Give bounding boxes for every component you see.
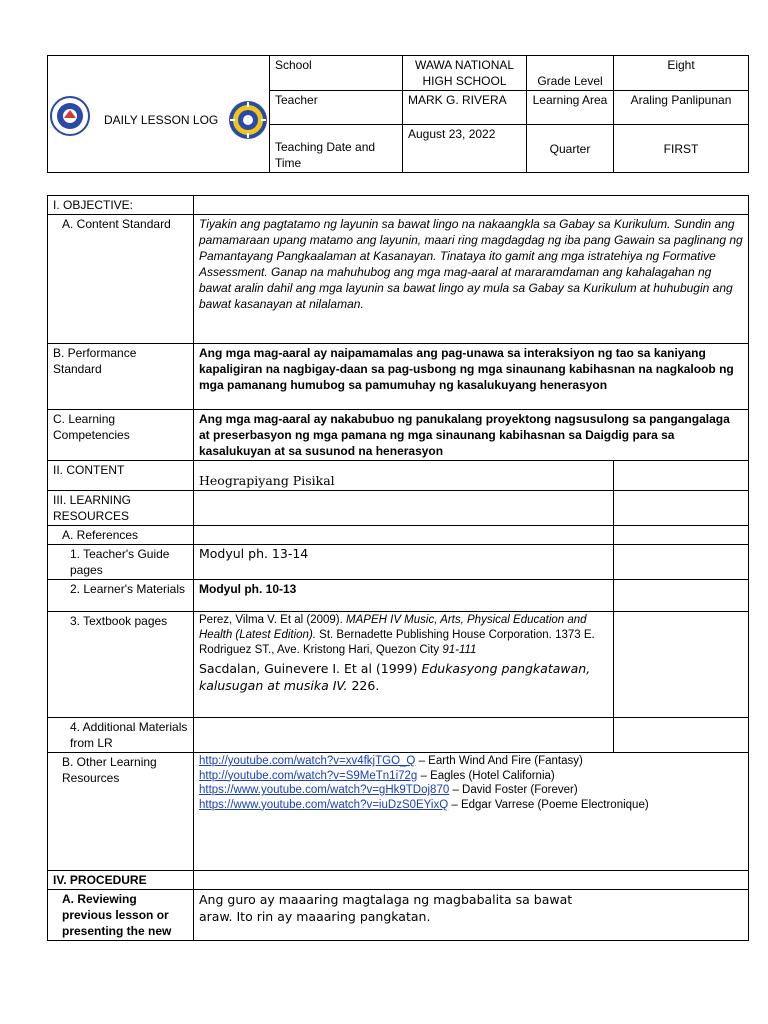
youtube-link-4[interactable]: https://www.youtube.com/watch?v=iuDzS0EYixQ (199, 798, 449, 811)
learning-area-value: Araling Panlipunan (614, 91, 749, 125)
additional-materials-blank (194, 718, 614, 753)
deped-matatag-seal-icon (228, 100, 268, 140)
textbook-2-pages: 226. (347, 678, 380, 693)
teaching-date-value: August 23, 2022 (403, 125, 527, 173)
grade-level-label: Grade Level (527, 56, 614, 91)
youtube-link-2[interactable]: http://youtube.com/watch?v=S9MeTn1i72g (199, 769, 418, 782)
grade-level-value: Eight (614, 56, 749, 91)
resource-link-item (199, 754, 743, 769)
reviewing-lesson-text: Ang guro ay maaaring magtalaga ng magbabalita sa bawat araw. Ito rin ay maaaring pangkatan. (194, 890, 749, 941)
teaching-date-label: Teaching Date and Time (270, 125, 403, 173)
textbook-1-pages: 91-111 (442, 644, 477, 656)
deped-seal-icon (50, 96, 90, 136)
school-value: WAWA NATIONAL HIGH SCHOOL (403, 56, 527, 91)
learners-materials-label: 2. Learner's Materials (48, 580, 194, 612)
teachers-guide-label: 1. Teacher's Guide pages (48, 545, 194, 580)
teachers-guide-extra (614, 545, 749, 580)
content-value: Heograpiyang Pisikal (194, 461, 614, 491)
reviewing-lesson-label: A. Reviewing previous lesson or presenting the new (48, 890, 194, 941)
textbook-1-author: Perez, Vilma V. Et al (2009). (199, 614, 347, 626)
lesson-log-table (47, 195, 749, 941)
youtube-link-1[interactable]: http://youtube.com/watch?v=xv4fkjTGO_Q (199, 755, 416, 767)
other-resources-links (194, 753, 749, 871)
learners-materials-value: Modyul ph. 10-13 (194, 580, 614, 612)
other-resources-label: B. Other Learning Resources (48, 753, 194, 871)
references-label: A. References (48, 526, 194, 545)
textbook-1-publisher: St. Bernadette Publishing House Corporation. 1373 E. Rodriguez ST., Ave. Kristong Hari, Quezon City (199, 629, 595, 656)
header-logo-cell (48, 56, 270, 173)
objective-heading: I. OBJECTIVE: (48, 196, 194, 215)
procedure-heading: IV. PROCEDURE (48, 871, 194, 890)
resource-link-item (199, 783, 743, 798)
learners-materials-extra (614, 580, 749, 612)
learning-competencies-text: Ang mga mag-aaral ay nakabubuo ng panukalang proyektong nagsusulong sa pangangalaga at preserbasyon ng mga pamana ng mga sinaunang kabihasnan sa Daigdig para sa kasalukuyan at sa susunod na henerasyon (194, 410, 749, 461)
learning-resources-extra (614, 491, 749, 526)
teacher-value: MARK G. RIVERA (403, 91, 527, 125)
youtube-link-3[interactable]: https://www.youtube.com/watch?v=gHk9TDoj870 (199, 784, 450, 797)
content-standard-label: A. Content Standard (48, 215, 194, 344)
performance-standard-text: Ang mga mag-aaral ay naipamamalas ang pag-unawa sa interaksiyon ng tao sa kaniyang kapaligiran na nagbigay-daan sa pag-usbong ng mga sinaunang kabihasnan na nagkaloob ng mga pamanang humubog sa pamumuhay ng kasalukuyang henerasyon (194, 344, 749, 410)
additional-materials-extra (614, 718, 749, 753)
textbook-pages-extra (614, 612, 749, 718)
textbook-2-author: Sacdalan, Guinevere I. Et al (1999) (199, 661, 422, 676)
textbook-pages-label: 3. Textbook pages (48, 612, 194, 718)
youtube-link-4-desc: – Edgar Varrese (Poeme Electronique) (448, 798, 649, 811)
learning-area-label: Learning Area (527, 91, 614, 125)
content-extra (614, 461, 749, 491)
procedure-blank (194, 871, 749, 890)
references-blank (194, 526, 614, 545)
learning-resources-heading: III. LEARNING RESOURCES (48, 491, 194, 526)
youtube-link-1-desc: – Earth Wind And Fire (Fantasy) (415, 755, 583, 767)
youtube-link-3-desc: – David Foster (Forever) (449, 784, 578, 797)
objective-blank (194, 196, 749, 215)
daily-lesson-log-title: DAILY LESSON LOG (104, 113, 219, 127)
learning-competencies-label: C. Learning Competencies (48, 410, 194, 461)
textbook-pages-value (194, 612, 614, 718)
learning-resources-blank (194, 491, 614, 526)
teacher-label: Teacher (270, 91, 403, 125)
references-extra (614, 526, 749, 545)
textbook-1-title: MAPEH IV Music, Arts, Physical Education and Health (Latest Edition). (199, 614, 587, 641)
quarter-label: Quarter (527, 125, 614, 173)
youtube-link-2-desc: – Eagles (Hotel California) (417, 769, 555, 782)
textbook-2-title: Edukasyong pangkatawan, kalusugan at musika IV. (199, 661, 591, 693)
quarter-value: FIRST (614, 125, 749, 173)
resource-link-item (199, 798, 743, 813)
performance-standard-label: B. Performance Standard (48, 344, 194, 410)
content-heading: II. CONTENT (48, 461, 194, 491)
content-standard-text: Tiyakin ang pagtatamo ng layunin sa bawat lingo na nakaangkla sa Gabay sa Kurikulum. Sundin ang pamamaraan upang matamo ang layunin, maari ring magdagdag ng iba pang Gawain sa paglinang ng Pamantayang Pangkaalaman at Kasanayan. Tinataya ito gamit ang mga istratehiya ng Formative Assessment. Ganap na mahuhubog ang mga mag-aaral at mararamdaman ang kahalagahan ng bawat aralin dahil ang mga layunin sa bawat lingo ay mula sa Gabay sa Kurikulum at huhubugin ang bawat kasanayan at nilalaman. (194, 215, 749, 344)
resource-link-item (199, 769, 743, 784)
teachers-guide-value: Modyul ph. 13-14 (194, 545, 614, 580)
header-table (47, 55, 749, 173)
school-label: School (270, 56, 403, 91)
additional-materials-label: 4. Additional Materials from LR (48, 718, 194, 753)
